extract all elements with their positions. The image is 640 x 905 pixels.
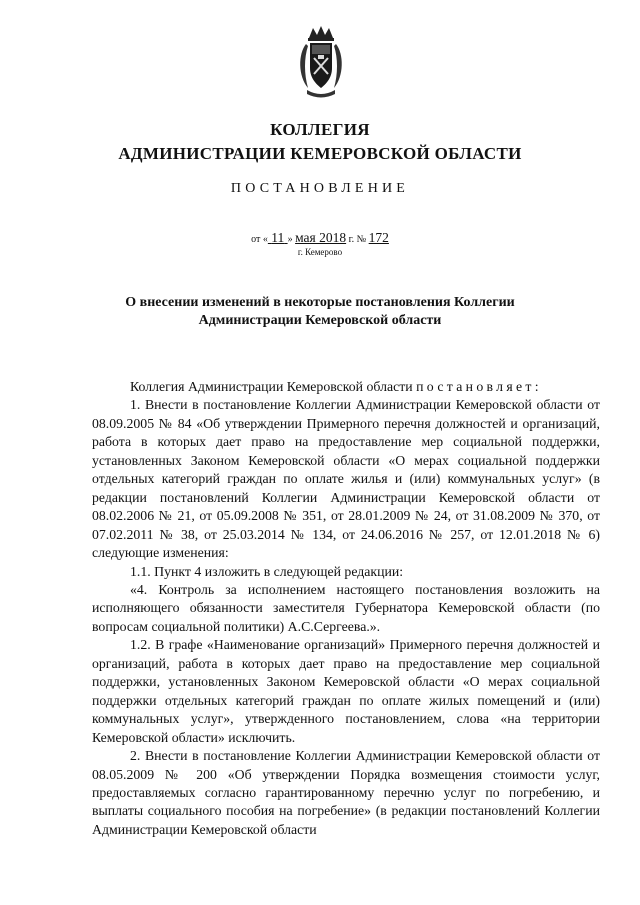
- date-day-close: »: [287, 234, 293, 245]
- city-label: г. Кемерово: [297, 247, 343, 257]
- paragraph-intro: Коллегия Администрации Кемеровской области постановляет:: [130, 379, 542, 394]
- date-month-year: мая 2018: [295, 230, 347, 245]
- coat-of-arms-icon: [296, 24, 346, 100]
- paragraph-quote-4: «4. Контроль за исполнением настоящего постановления возложить на исполняющего обязанности заместителя Губернатора Кемеровской области (по вопросам социальной политики) А.С.Сергеева.».: [92, 581, 600, 634]
- number-prefix: №: [356, 234, 367, 245]
- paragraph-1-2: 1.2. В графе «Наименование организаций» Примерного перечня должностей и организаций, работа в которых дает право на предоставление мер социальной поддержки, установленных Законом Кемеровской области «О мерах социальной поддержки отдельных категорий граждан по оплате жилых помещений и (или) коммунальных услуг», утвержденного постановлением, слова «на территории Кемеровской области» исключить.: [92, 637, 600, 745]
- document-number: 172: [368, 230, 389, 245]
- date-number-line: [0, 230, 640, 246]
- date-day: 11: [271, 230, 285, 245]
- document-type: ПОСТАНОВЛЕНИЕ: [230, 181, 410, 196]
- document-title: О внесении изменений в некоторые постановления Коллегии Администрации Кемеровской области: [125, 295, 515, 328]
- document-body: [92, 378, 600, 839]
- date-prefix: от «: [251, 234, 268, 245]
- resolves-word: постановляет:: [416, 379, 542, 394]
- year-suffix: г.: [348, 234, 355, 245]
- paragraph-1: 1. Внести в постановление Коллегии Администрации Кемеровской области от 08.09.2005 № 84 «Об утверждении Примерного перечня должностей и организаций, работа в которых дает право на предоставление мер социальной поддержки, установленных Законом Кемеровской области «О мерах социальной поддержки отдельных категорий граждан по оплате жилья и (или) коммунальных услуг» (в редакции постановлений Коллегии Администрации Кемеровской области от 08.02.2006 № 21, от 05.09.2008 № 351, от 28.01.2009 № 24, от 31.08.2009 № 370, от 07.02.2011 № 38, от 25.03.2014 № 134, от 24.06.2016 № 257, от 12.01.2018 № 6) следующие изменения:: [92, 397, 600, 561]
- paragraph-2: 2. Внести в постановление Коллегии Администрации Кемеровской области от 08.05.2009 № 200 «Об утверждении Порядка возмещения стоимости услуг, предоставляемых согласно гарантированному перечню услуг по погребению, и выплаты социального пособия на погребение» (в редакции постановлений Коллегии Администрации Кемеровской области: [92, 748, 600, 837]
- org-name-line2: АДМИНИСТРАЦИИ КЕМЕРОВСКОЙ ОБЛАСТИ: [118, 144, 522, 163]
- paragraph-1-1: 1.1. Пункт 4 изложить в следующей редакции:: [130, 563, 404, 579]
- org-name-line1: КОЛЛЕГИЯ: [270, 120, 370, 139]
